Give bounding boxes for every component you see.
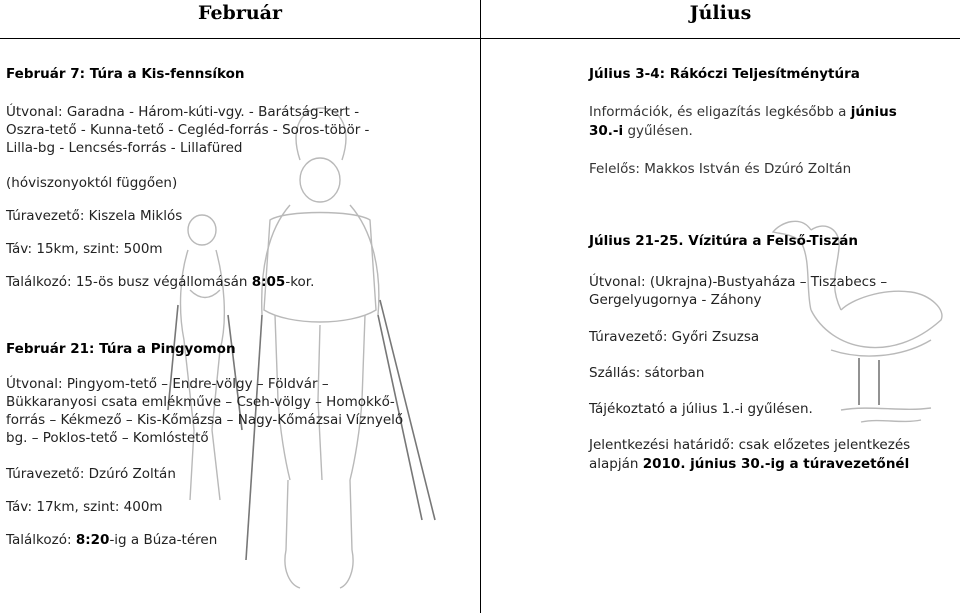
route-line: Bükkaranyosi csata emlékműve – Cseh-völgy – Homokkő- (6, 394, 395, 410)
route-line: Útvonal: Garadna - Három-kúti-vgy. - Barátság-kert - (6, 104, 360, 120)
guide: Túravezető: Kiszela Miklós (6, 208, 183, 224)
route-line: Oszra-tető - Kunna-tető - Cegléd-forrás - Soros-töbör - (6, 122, 370, 138)
info-date: június (850, 104, 897, 120)
february-header: Február (0, 0, 480, 39)
july-column (481, 0, 960, 613)
weather-note: (hóviszonyoktól függően) (6, 175, 178, 191)
meeting-suffix: -ig a Búza-téren (109, 532, 218, 548)
deadline-text: alapján (589, 456, 643, 472)
trip-title: Február 7: Túra a Kis-fennsíkon (6, 66, 245, 82)
info-meeting: Tájékoztató a július 1.-i gyűlésen. (589, 401, 813, 417)
meeting-text: Találkozó: (6, 532, 76, 548)
meeting-time: 8:05 (251, 274, 286, 290)
meeting-suffix: -kor. (285, 274, 315, 290)
meeting-time: 8:20 (75, 532, 110, 548)
responsible: Felelős: Makkos István és Dzúró Zoltán (589, 161, 852, 177)
info-line (589, 123, 693, 141)
meeting-point (6, 532, 217, 550)
route-line: bg. – Poklos-tető – Komlóstető (6, 430, 209, 446)
route-line: Lilla-bg - Lencsés-forrás - Lillafüred (6, 140, 243, 156)
info-line (589, 104, 897, 122)
distance: Táv: 17km, szint: 400m (6, 499, 163, 515)
meeting-point (6, 274, 314, 292)
july-header: Július (481, 0, 960, 39)
info-text: Információk, és eligazítás legkésőbb a (589, 104, 851, 120)
route-line: Útvonal: (Ukrajna)-Bustyaháza – Tiszabecs – (589, 274, 888, 290)
deadline-date: 2010. június 30.-ig a túravezetőnél (642, 456, 910, 472)
deadline: Jelentkezési határidő: csak előzetes jelentkezés (589, 437, 911, 453)
guide: Túravezető: Győri Zsuzsa (589, 329, 760, 345)
route-line: Útvonal: Pingyom-tető – Endre-völgy – Földvár – (6, 376, 329, 392)
deadline (589, 456, 909, 474)
trip-title: Július 3-4: Rákóczi Teljesítménytúra (589, 66, 860, 82)
info-text: gyűlésen. (623, 123, 693, 139)
meeting-text: Találkozó: 15-ös busz végállomásán (6, 274, 252, 290)
accommodation: Szállás: sátorban (589, 365, 705, 381)
trip-title: Július 21-25. Vízitúra a Felső-Tiszán (589, 233, 858, 249)
route-line: Gergelyugornya - Záhony (589, 292, 762, 308)
trip-title: Február 21: Túra a Pingyomon (6, 341, 236, 357)
distance: Táv: 15km, szint: 500m (6, 241, 163, 257)
guide: Túravezető: Dzúró Zoltán (6, 466, 176, 482)
route-line: forrás – Kékmező – Kis-Kőmázsa – Nagy-Kőmázsai Víznyelő (6, 412, 404, 428)
info-date: 30.-i (589, 123, 624, 139)
